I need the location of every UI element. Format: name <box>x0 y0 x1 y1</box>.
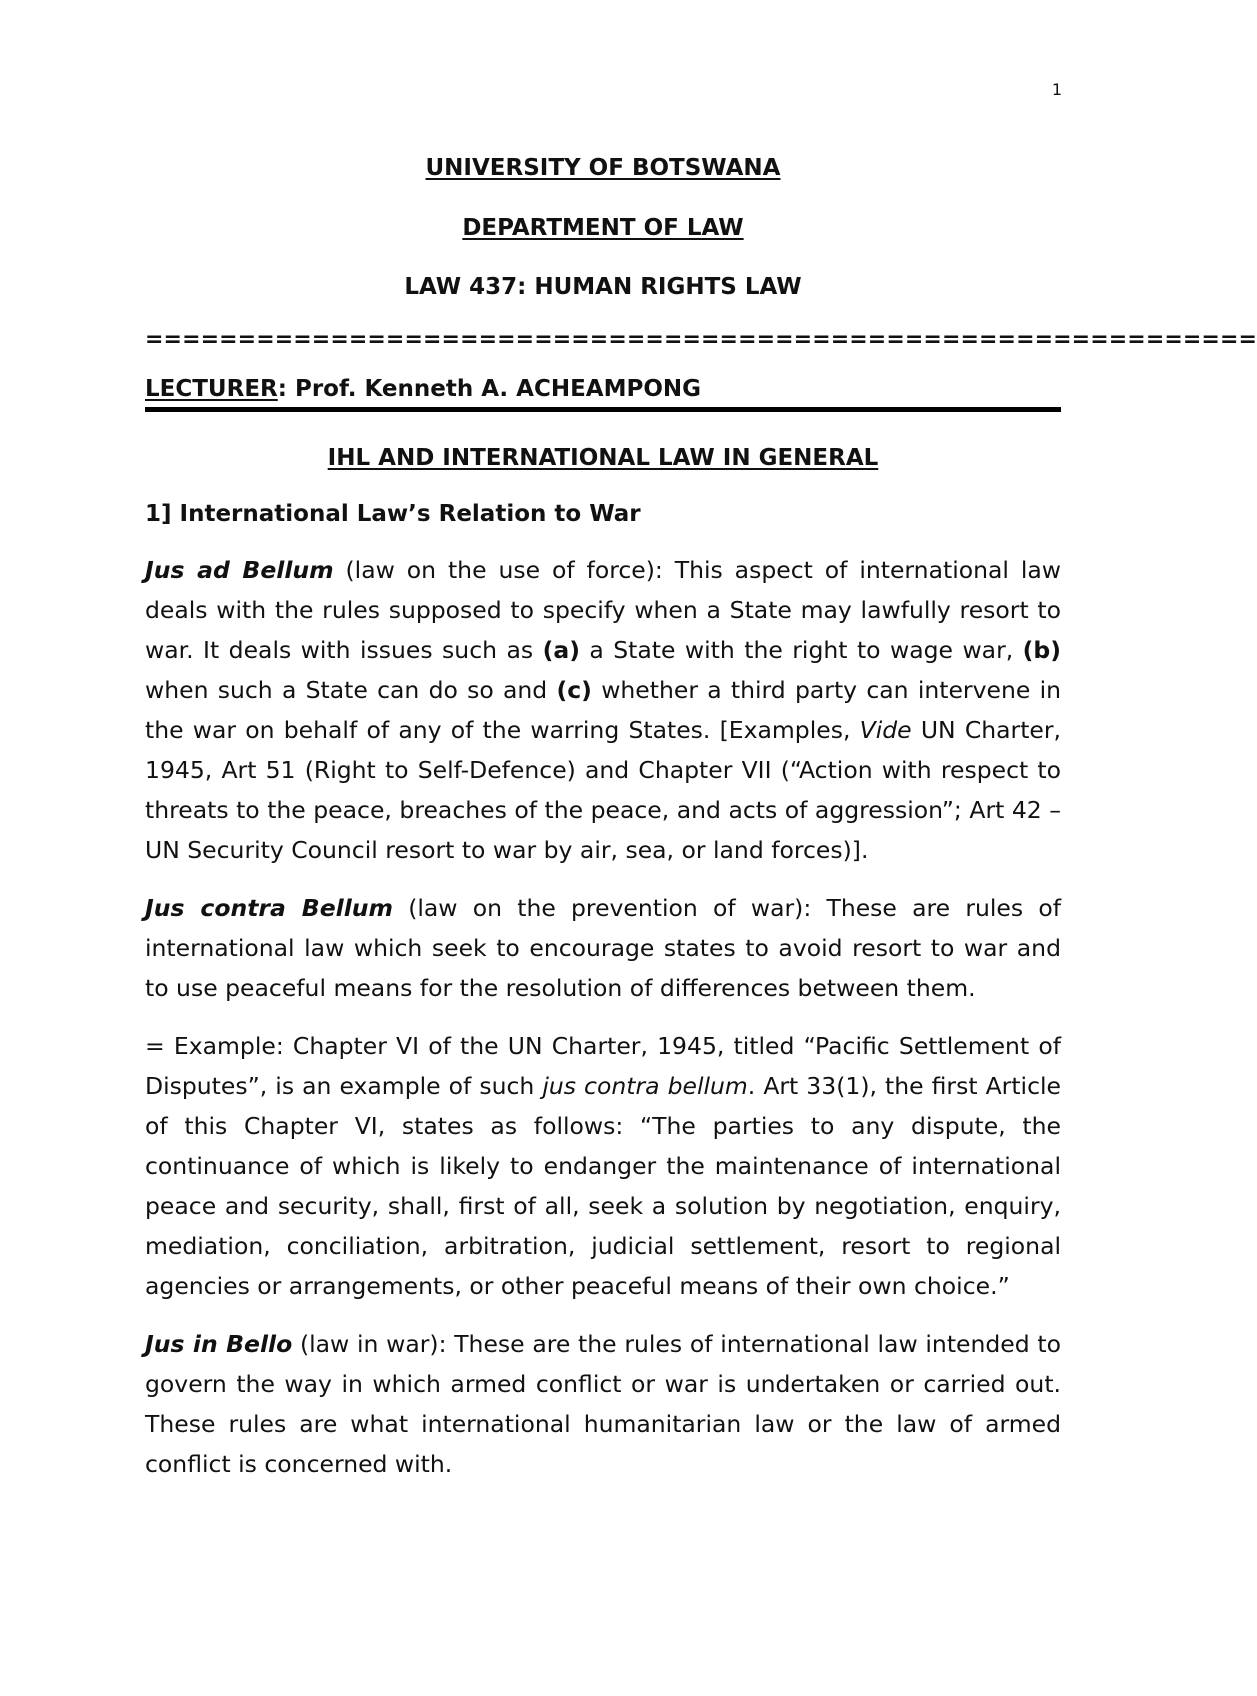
department-heading: DEPARTMENT OF LAW <box>462 215 744 241</box>
item-marker-a: (a) <box>542 636 580 664</box>
lecturer-line <box>145 371 1061 407</box>
lecturer-colon: : <box>277 376 287 402</box>
paragraph-text: (law on the use of force): This aspect of international law deals with the rules supposed to specify when a State may lawfully resort to war. It deals with issues such as <box>145 556 1061 664</box>
paragraph-text: when such a State can do so and <box>145 676 557 704</box>
paragraph-text: = Example: Chapter VI of the UN Charter, 1945, titled “Pacific Settlement of Disputes”, is an example of such <box>145 1032 1061 1100</box>
paragraph-text: whether a third party can intervene in the war on behalf of any of the warring States. [Examples, <box>145 676 1061 744</box>
paragraph-example-chapter-vi <box>145 1026 1061 1306</box>
paragraph-jus-contra-bellum <box>145 888 1061 1008</box>
horizontal-rule <box>145 407 1061 412</box>
term-jus-contra-bellum: Jus contra Bellum <box>145 894 393 922</box>
page-number: 1 <box>1051 80 1062 99</box>
paragraph-text: UN Charter, 1945, Art 51 (Right to Self-Defence) and Chapter VII (“Action with respect to threats to the peace, breaches of the peace, and acts of aggression”; Art 42 – UN Security Council resort to war by air, sea, or land forces)]. <box>145 716 1062 864</box>
paragraph-jus-in-bello <box>145 1324 1061 1484</box>
italic-jus-contra-bellum: jus contra bellum <box>542 1072 748 1100</box>
section-title: IHL AND INTERNATIONAL LAW IN GENERAL <box>327 445 879 471</box>
vide-italic: Vide <box>859 716 912 744</box>
document-body <box>145 148 1257 1502</box>
lecturer-name: Prof. Kenneth A. ACHEAMPONG <box>286 376 702 402</box>
paragraph-text: (law on the prevention of war): These are rules of international law which seek to encourage states to avoid resort to war and to use peaceful means for the resolution of differences between them. <box>145 894 1061 1002</box>
lecturer-label: LECTURER <box>145 376 278 402</box>
subsection-title: 1] International Law’s Relation to War <box>145 501 641 527</box>
university-heading: UNIVERSITY OF BOTSWANA <box>425 155 781 181</box>
term-jus-in-bello: Jus in Bello <box>145 1330 293 1358</box>
paragraph-text: a State with the right to wage war, <box>579 636 1023 664</box>
paragraph-jus-ad-bellum <box>145 550 1061 870</box>
item-marker-b: (b) <box>1022 636 1061 664</box>
separator-line: ============================================================ <box>145 327 1257 352</box>
course-heading: LAW 437: HUMAN RIGHTS LAW <box>404 274 802 300</box>
item-marker-c: (c) <box>556 676 592 704</box>
term-jus-ad-bellum: Jus ad Bellum <box>145 556 334 584</box>
paragraph-text: . Art 33(1), the first Article of this Chapter VI, states as follows: “The parties to any dispute, the continuance of which is likely to endanger the maintenance of international peace and security, shall, first of all, seek a solution by negotiation, enquiry, mediation, conciliation, arbitration, judicial settlement, resort to regional agencies or arrangements, or other peaceful means of their own choice.” <box>145 1072 1061 1300</box>
paragraph-text: (law in war): These are the rules of international law intended to govern the way in which armed conflict or war is undertaken or carried out. These rules are what international humanitarian law or the law of armed conflict is concerned with. <box>145 1330 1061 1478</box>
